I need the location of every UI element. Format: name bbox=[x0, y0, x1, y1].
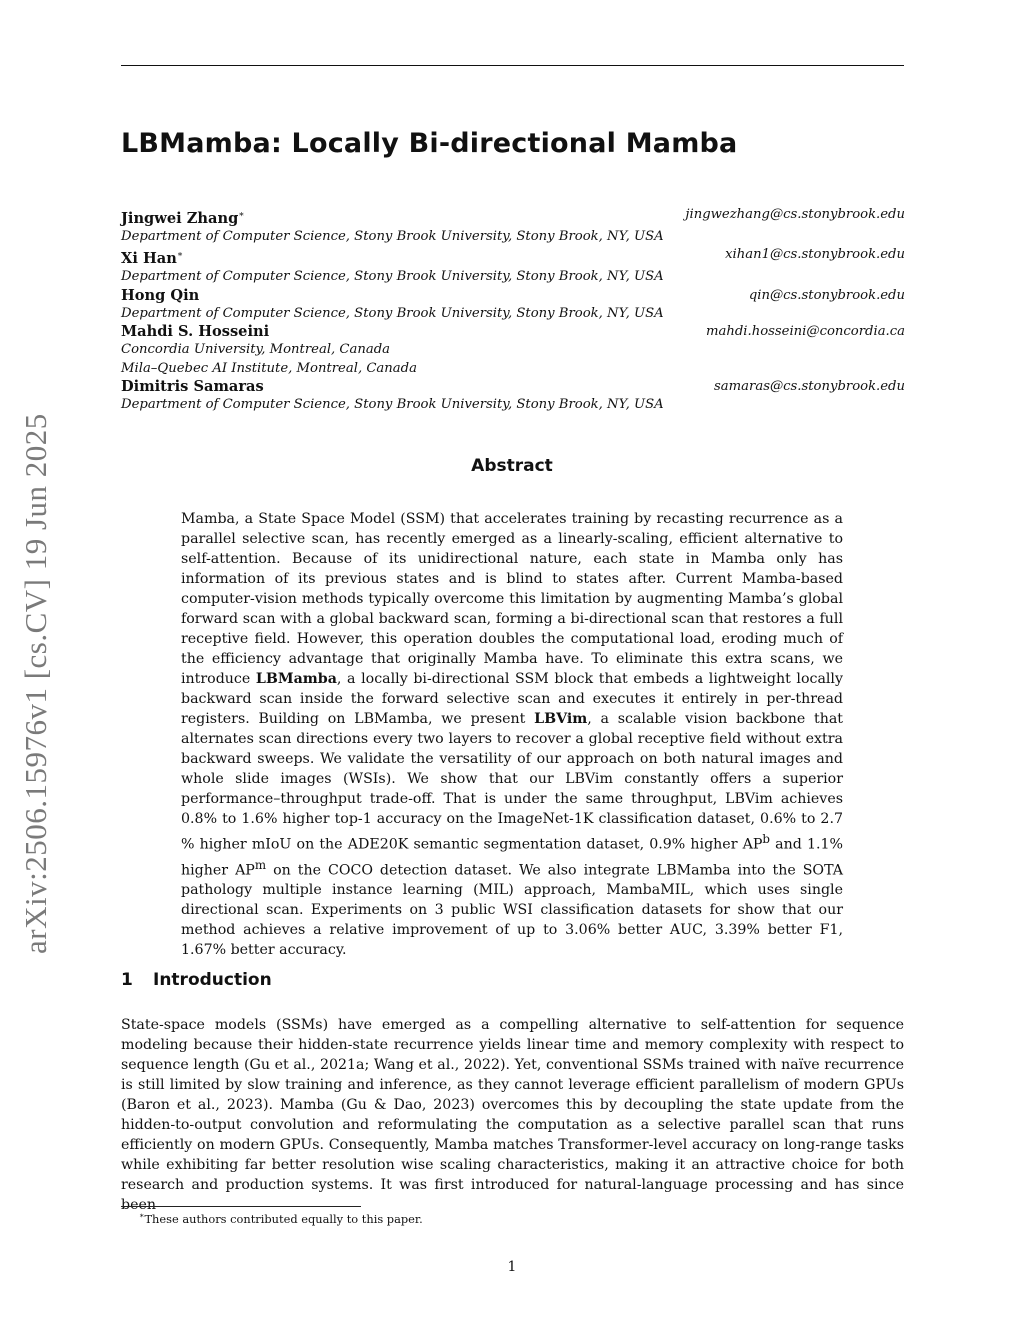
footnote-mark: ∗ bbox=[139, 1211, 145, 1220]
author-entry bbox=[121, 323, 905, 378]
author-email[interactable]: xihan1@cs.stonybrook.edu bbox=[725, 247, 905, 263]
abstract-heading: Abstract bbox=[471, 456, 553, 476]
equal-contribution-mark: ∗ bbox=[176, 250, 183, 261]
method-name-lbmamba: LBMamba bbox=[255, 671, 337, 687]
footnote-rule bbox=[121, 1206, 361, 1207]
author-entry bbox=[121, 287, 905, 324]
method-name-lbvim: LBVim bbox=[534, 711, 588, 727]
author-email[interactable]: samaras@cs.stonybrook.edu bbox=[714, 379, 905, 395]
author-name: Mahdi S. Hosseini bbox=[121, 323, 270, 341]
author-name: Dimitris Samaras bbox=[121, 378, 264, 396]
author-entry bbox=[121, 246, 905, 286]
author-name: Jingwei Zhang bbox=[121, 209, 239, 227]
equal-contribution-mark: ∗ bbox=[238, 210, 245, 220]
author-entry bbox=[121, 378, 905, 415]
paper-title: LBMamba: Locally Bi-directional Mamba bbox=[121, 128, 738, 159]
introduction-text: State-space models (SSMs) have emerged as a compelling alternative to self-attention for sequence modeling because their hidden-state recurrence yields linear time and memory complexity with respect to sequence length (Gu et al., 2021a; Wang et al., 2022). Yet, conventional SSMs trained with naïve recurrence is still limited by slow training and inference, as they cannot leverage efficient parallelism of modern GPUs (Baron et al., 2023). Mamba (Gu & Dao, 2023) overcomes this by decoupling the state update from the hidden-to-output convolution and reformulating the computation as a selective parallel scan that runs efficiently on modern GPUs. Consequently, Mamba matches Transformer-level accuracy on long-range tasks while exhibiting far better resolution wise scaling characteristics, making it an attractive choice for both research and production systems. It was first introduced for natural-language processing and has since been bbox=[121, 1017, 904, 1213]
section-heading-introduction bbox=[121, 970, 272, 990]
top-rule bbox=[121, 65, 904, 66]
arxiv-identifier[interactable]: arXiv:2506.15976v1 [cs.CV] 19 Jun 2025 bbox=[18, 413, 53, 954]
author-name: Hong Qin bbox=[121, 286, 200, 304]
author-email[interactable]: mahdi.hosseini@concordia.ca bbox=[705, 324, 905, 340]
author-affiliation: Department of Computer Science, Stony Brook University, Stony Brook, NY, USA bbox=[121, 269, 664, 285]
abstract-text: Mamba, a State Space Model (SSM) that accelerates training by recasting recurrence as a parallel selective scan, has recently emerged as a linearly-scaling, efficient alternative to self-attention. Because of its unidirectional nature, each state in Mamba only has information of its previous states and is blind to states after. Current Mamba-based computer-vision methods typically overcome this limitation by augmenting Mamba’s global forward scan with a global backward scan, forming a bi-directional scan that restores a full receptive field. However, this operation doubles the computational load, eroding much of the efficiency advantage that originally Mamba have. To eliminate this extra scans, we introduce LBMamba, a locally bi-directional SSM block that embeds a lightweight locally backward scan inside the forward selective scan and executes it entirely in per-thread registers. Building on LBMamba, we present LBVim, a scalable vision backbone that alternates scan directions every two layers to recover a global receptive field without extra backward sweeps. We validate the versatility of our approach on both natural images and whole slide images (WSIs). We show that our LBVim constantly offers a superior performance–throughput trade-off. That is under the same throughput, LBVim achieves 0.8% to 1.6% higher top-1 accuracy on the ImageNet-1K classification dataset, 0.6% to 2.7 % higher mIoU on the ADE20K semantic segmentation dataset, 0.9% higher $AP^b$ and 1.1% higher $AP^m$ on the COCO detection dataset. We also integrate LBMamba into the SOTA pathology multiple instance learning (MIL) approach, MambaMIL, which uses single directional scan. Experiments on 3 public WSI classification datasets for show that our method achieves a relative improvement of up to 3.06% better AUC, 3.39% better F1, 1.67% better accuracy. bbox=[181, 511, 844, 959]
author-affiliation: Department of Computer Science, Stony Brook University, Stony Brook, NY, USA bbox=[121, 397, 664, 413]
author-entry bbox=[121, 206, 905, 246]
page-number: 1 bbox=[507, 1259, 517, 1275]
author-email[interactable]: qin@cs.stonybrook.edu bbox=[748, 287, 905, 303]
author-affiliation: Mila–Quebec AI Institute, Montreal, Canada bbox=[121, 360, 417, 376]
author-affiliation: Concordia University, Montreal, Canada bbox=[121, 342, 391, 358]
footnote bbox=[139, 1211, 423, 1226]
author-block bbox=[121, 206, 905, 415]
author-affiliation: Department of Computer Science, Stony Brook University, Stony Brook, NY, USA bbox=[121, 228, 664, 244]
author-name: Xi Han bbox=[121, 250, 177, 268]
author-email[interactable]: jingwezhang@cs.stonybrook.edu bbox=[685, 207, 905, 222]
footnote-text: These authors contributed equally to this paper. bbox=[144, 1211, 423, 1226]
section-number: 1 bbox=[121, 970, 133, 990]
author-affiliation: Department of Computer Science, Stony Brook University, Stony Brook, NY, USA bbox=[121, 305, 664, 321]
section-title: Introduction bbox=[153, 970, 272, 990]
